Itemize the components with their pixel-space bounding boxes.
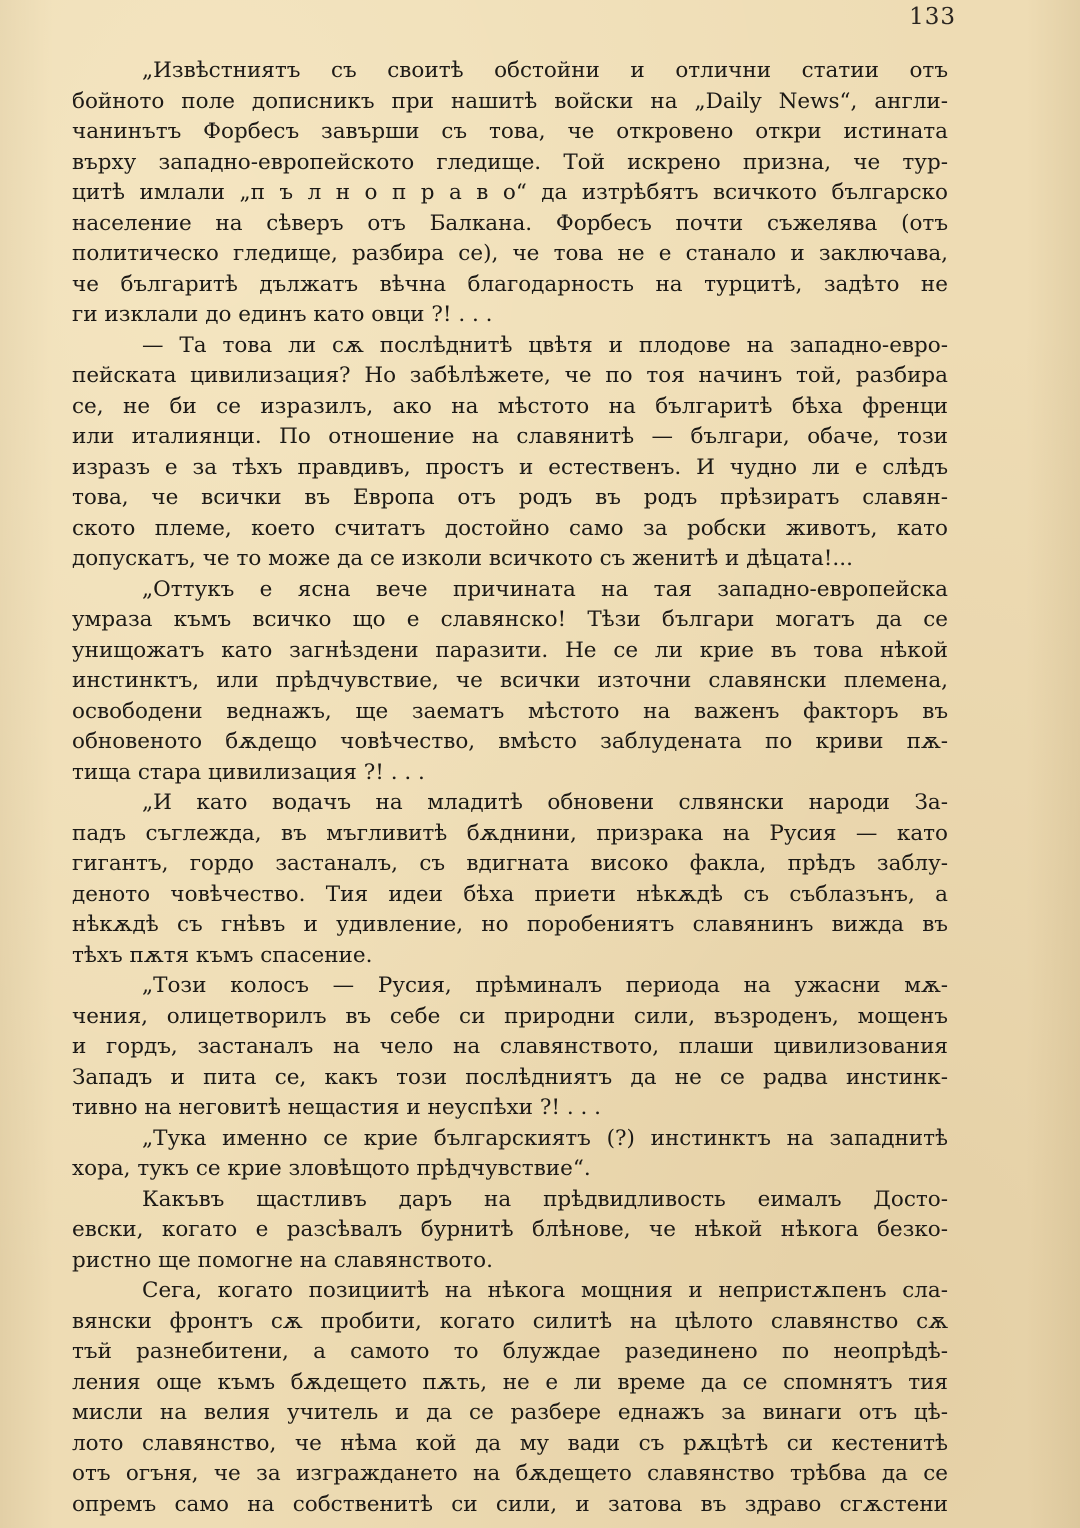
text-line: ското племе, което считатъ достойно само за робски животъ, като — [72, 515, 948, 541]
text-line: вянски фронтъ сѫ пробити, когато силитѣ на цѣлото славянство сѫ — [72, 1308, 948, 1334]
text-line: тѣхъ пѫтя къмъ спасение. — [72, 942, 373, 968]
text-line: унищожатъ като загнѣздени паразити. Не се ли крие въ това нѣкой — [72, 637, 948, 663]
text-line: политическо гледище, разбира се), че това не е станало и заключава, — [72, 241, 948, 266]
text-line: падъ съглежда, въ мъгливитѣ бѫднини, призрака на Русия — като — [72, 820, 948, 846]
text-line: нѣкѫдѣ съ гнѣвъ и удивление, но поробениятъ славянинъ вижда въ — [72, 912, 948, 937]
text-line: евски, когато е разсѣвалъ бурнитѣ блѣнове, че нѣкой нѣкога безко- — [72, 1217, 948, 1242]
text-line: ги изклали до единъ като овци ?! . . . — [72, 302, 493, 327]
text-line: „И като водачъ на младитѣ обновени слвянски народи За- — [142, 790, 948, 815]
text-line: опремъ само на собственитѣ си сили, и затова въ здраво сгѫстени — [72, 1491, 948, 1517]
text-line: и гордъ, застаналъ на чело на славянството, плаши цивилизования — [72, 1034, 948, 1059]
text-line: или италиянци. По отношение на славянитѣ — българи, обаче, този — [72, 424, 948, 449]
text-line: „Тука именно се крие българскиятъ (?) инстинктъ на западнитѣ — [142, 1125, 948, 1151]
text-line: че българитѣ дължатъ вѣчна благодарность на турцитѣ, задѣто не — [72, 271, 948, 297]
text-line: деното човѣчество. Тия идеи бѣха приети нѣкѫдѣ съ съблазънъ, а — [72, 881, 948, 907]
text-line: ристно ще помогне на славянството. — [72, 1247, 493, 1273]
text-line: тивно на неговитѣ нещастия и неуспѣхи ?! . . . — [72, 1095, 601, 1120]
text-line: чанинътъ Форбесъ завърши съ това, че откровено откри истината — [72, 119, 948, 144]
text-line: Сега, когато позициитѣ на нѣкога мощния и непристѫпенъ сла- — [142, 1278, 948, 1303]
text-line: „Оттукъ е ясна вече причината на тая западно-европейска — [142, 576, 948, 602]
text-line: върху западно-европейското гледище. Той искрено призна, че тур- — [72, 149, 948, 175]
text-line: цитѣ имлали „п ъ л н о п р а в о“ да изтрѣбятъ всичкото българско — [72, 180, 948, 205]
text-line: население на сѣверъ отъ Балкана. Форбесъ почти съжелява (отъ — [72, 210, 948, 236]
text-line: се, не би се изразилъ, ако на мѣстото на българитѣ бѣха френци — [72, 393, 948, 419]
body-text — [72, 56, 948, 1520]
text-line: пейската цивилизация? Но забѣлѣжете, че по тоя начинъ той, разбира — [72, 363, 948, 388]
text-line: тища стара цивилизация ?! . . . — [72, 759, 425, 785]
text-line: тъй разнебитени, а самото то блуждае разединено по неопрѣдѣ- — [72, 1339, 948, 1364]
text-line: допускатъ, че то може да се изколи всичкото съ женитѣ и дѣцата!... — [72, 546, 853, 571]
text-line: хора, тукъ се крие зловѣщото прѣдчувствие“. — [72, 1156, 591, 1181]
text-line: обновеното бѫдещо човѣчество, вмѣсто заблудената по криви пѫ- — [72, 729, 948, 754]
text-line: инстинктъ, или прѣдчувствие, че всички източни славянски племена, — [72, 668, 948, 693]
page-number: 133 — [909, 4, 956, 30]
text-line: гигантъ, гордо застаналъ, съ вдигната високо факла, прѣдъ заблу- — [72, 851, 948, 876]
text-line: мисли на велия учитель и да се разбере еднажъ за винаги отъ цѣ- — [72, 1400, 948, 1425]
text-line: — Та това ли сѫ послѣднитѣ цвѣтя и плодове на западно-евро- — [142, 332, 948, 358]
text-line: отъ огъня, че за изграждането на бѫдещето славянство трѣбва да се — [72, 1461, 948, 1486]
text-line: чения, олицетворилъ въ себе си природни сили, възроденъ, мощенъ — [72, 1003, 948, 1029]
text-line: бойното поле дописникъ при нашитѣ войски на „Daily News“, англи- — [72, 88, 948, 114]
text-line: лото славянство, че нѣма кой да му вади съ рѫцѣтѣ си кестенитѣ — [72, 1430, 948, 1456]
text-line: умраза къмъ всичко що е славянско! Тѣзи българи могатъ да се — [72, 607, 948, 632]
text-line: Какъвъ щастливъ даръ на прѣдвидливость еималъ Досто- — [142, 1186, 948, 1212]
text-line: изразъ е за тѣхъ правдивъ, простъ и естественъ. И чудно ли е слѣдъ — [72, 454, 948, 480]
text-line: ления още къмъ бѫдещето пѫть, не е ли време да се спомнятъ тия — [72, 1369, 948, 1395]
text-line: освободени веднажъ, ще заематъ мѣстото на важенъ факторъ въ — [72, 698, 948, 724]
text-line: Западъ и пита се, какъ този послѣдниятъ да не се радва инстинк- — [72, 1064, 948, 1090]
text-line: това, че всички въ Европа отъ родъ въ родъ прѣзиратъ славян- — [72, 485, 948, 510]
text-line: „Извѣстниятъ съ своитѣ обстойни и отлични статии отъ — [142, 58, 948, 83]
text-line: „Този колосъ — Русия, прѣминалъ периода на ужасни мѫ- — [142, 973, 948, 998]
